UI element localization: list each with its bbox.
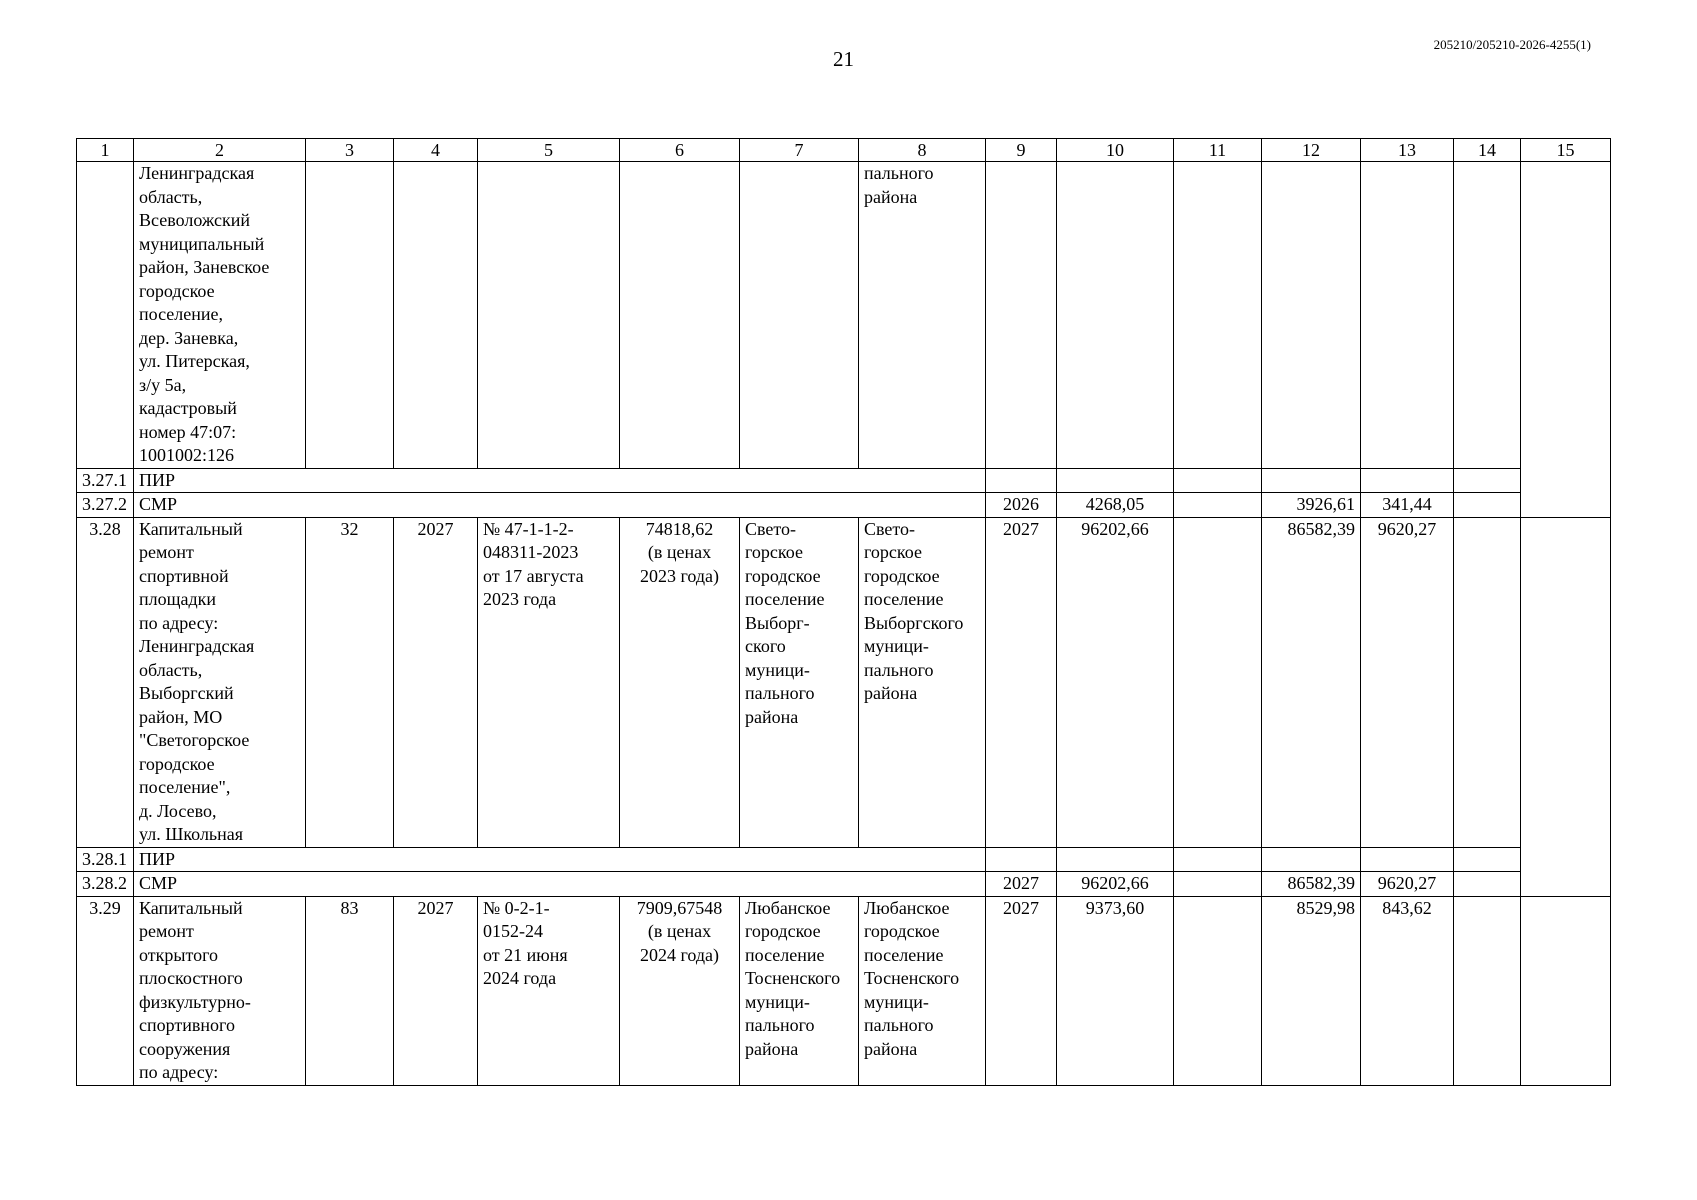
header-row: [77, 139, 1611, 162]
object-address: Ленинградская область, Всеволожский муниципальный район, Заневское городское поселение, дер. Заневка, ул. Питерская, з/у 5а, кадастровый номер 47:07: 1001002:126: [134, 162, 306, 469]
recipient: Любанское городское поселение Тосненского муници- пального района: [859, 896, 986, 1085]
cell-empty: [1174, 468, 1262, 493]
document-code: 205210/205210-2026-4255(1): [1433, 37, 1591, 52]
page-number: 21: [833, 47, 854, 71]
header-cell: 4: [394, 139, 478, 162]
stage-label: ПИР: [134, 847, 986, 872]
cell-empty: [1454, 847, 1521, 872]
cell-empty: [620, 162, 740, 469]
header-cell: 11: [1174, 139, 1262, 162]
subrow-3-27-2: [77, 493, 1611, 518]
year: 2027: [394, 517, 478, 847]
customer: Любанское городское поселение Тосненского муници- пального района: [740, 896, 859, 1085]
year: 2027: [986, 872, 1057, 897]
header-cell: 13: [1361, 139, 1454, 162]
cell-empty: [1521, 896, 1611, 1085]
header-cell: 3: [306, 139, 394, 162]
header-cell: 6: [620, 139, 740, 162]
capacity: 32: [306, 517, 394, 847]
capacity: 83: [306, 896, 394, 1085]
row-number: 3.27.2: [77, 493, 134, 518]
header-cell: 14: [1454, 139, 1521, 162]
header-cell: 1: [77, 139, 134, 162]
cell-empty: [1057, 847, 1174, 872]
header-cell: 12: [1262, 139, 1361, 162]
cell-empty: [1454, 872, 1521, 897]
cell-empty: [394, 162, 478, 469]
cell-empty: [1361, 468, 1454, 493]
cell-empty: [1262, 847, 1361, 872]
header-cell: 15: [1521, 139, 1611, 162]
cell-empty: [1174, 517, 1262, 847]
local-budget: 9620,27: [1361, 517, 1454, 847]
cell-empty: [306, 162, 394, 469]
subrow-3-28-2: [77, 872, 1611, 897]
cell-empty: [1174, 162, 1262, 469]
recipient: Свето- горское городское поселение Выборгского муници- пального района: [859, 517, 986, 847]
cell-empty: [986, 847, 1057, 872]
estimated-cost: 74818,62 (в ценах 2023 года): [620, 517, 740, 847]
total-cost: 96202,66: [1057, 517, 1174, 847]
total-cost: 4268,05: [1057, 493, 1174, 518]
cell-empty: [1262, 468, 1361, 493]
cell-empty: [1361, 162, 1454, 469]
year: 2027: [986, 517, 1057, 847]
subrow-3-28-1: [77, 847, 1611, 872]
regional-budget: 86582,39: [1262, 517, 1361, 847]
expertise-conclusion: № 47-1-1-2- 048311-2023 от 17 августа 2023 года: [478, 517, 620, 847]
row-3-29: [77, 896, 1611, 1085]
cell-empty: [1174, 896, 1262, 1085]
header-cell: 10: [1057, 139, 1174, 162]
row-number: 3.27.1: [77, 468, 134, 493]
stage-label: СМР: [134, 872, 986, 897]
stage-label: СМР: [134, 493, 986, 518]
cell-empty: [478, 162, 620, 469]
local-budget: 9620,27: [1361, 872, 1454, 897]
cell-num: [77, 162, 134, 469]
local-budget: 843,62: [1361, 896, 1454, 1085]
year: 2027: [986, 896, 1057, 1085]
cell-empty: [1174, 847, 1262, 872]
cell-empty: [1454, 493, 1521, 518]
customer: Свето- горское городское поселение Выборг- ского муници- пального района: [740, 517, 859, 847]
cell-empty: [1454, 517, 1521, 847]
row-3-28: [77, 517, 1611, 847]
row-number: 3.29: [77, 896, 134, 1085]
cell-empty: [1454, 896, 1521, 1085]
cell-empty: [986, 162, 1057, 469]
cell-empty: [1454, 162, 1521, 469]
local-budget: 341,44: [1361, 493, 1454, 518]
row-number: 3.28.2: [77, 872, 134, 897]
header-cell: 2: [134, 139, 306, 162]
estimated-cost: 7909,67548 (в ценах 2024 года): [620, 896, 740, 1085]
cell-empty: [1262, 162, 1361, 469]
header-cell: 5: [478, 139, 620, 162]
cell-empty: [1174, 872, 1262, 897]
cell-empty: [1057, 162, 1174, 469]
continuation-row: [77, 162, 1611, 469]
subrow-3-27-1: [77, 468, 1611, 493]
cell-empty: [740, 162, 859, 469]
header-cell: 7: [740, 139, 859, 162]
total-cost: 9373,60: [1057, 896, 1174, 1085]
expertise-conclusion: № 0-2-1- 0152-24 от 21 июня 2024 года: [478, 896, 620, 1085]
header-cell: 8: [859, 139, 986, 162]
registry-table: [76, 138, 1611, 1086]
year: 2027: [394, 896, 478, 1085]
row-number: 3.28.1: [77, 847, 134, 872]
regional-budget: 86582,39: [1262, 872, 1361, 897]
object-name: Капитальный ремонт спортивной площадки по адресу: Ленинградская область, Выборгский район, МО "Светогорское городское поселение", д. Лосево, ул. Школьная: [134, 517, 306, 847]
row-number: 3.28: [77, 517, 134, 847]
cell-empty: [1521, 162, 1611, 518]
total-cost: 96202,66: [1057, 872, 1174, 897]
cell-empty: [1521, 517, 1611, 896]
cell-empty: [1454, 468, 1521, 493]
regional-budget: 3926,61: [1262, 493, 1361, 518]
recipient: пального района: [859, 162, 986, 469]
regional-budget: 8529,98: [1262, 896, 1361, 1085]
header-cell: 9: [986, 139, 1057, 162]
object-name: Капитальный ремонт открытого плоскостного физкультурно- спортивного сооружения по адресу:: [134, 896, 306, 1085]
cell-empty: [1361, 847, 1454, 872]
cell-empty: [1057, 468, 1174, 493]
cell-empty: [1174, 493, 1262, 518]
stage-label: ПИР: [134, 468, 986, 493]
cell-empty: [986, 468, 1057, 493]
year: 2026: [986, 493, 1057, 518]
